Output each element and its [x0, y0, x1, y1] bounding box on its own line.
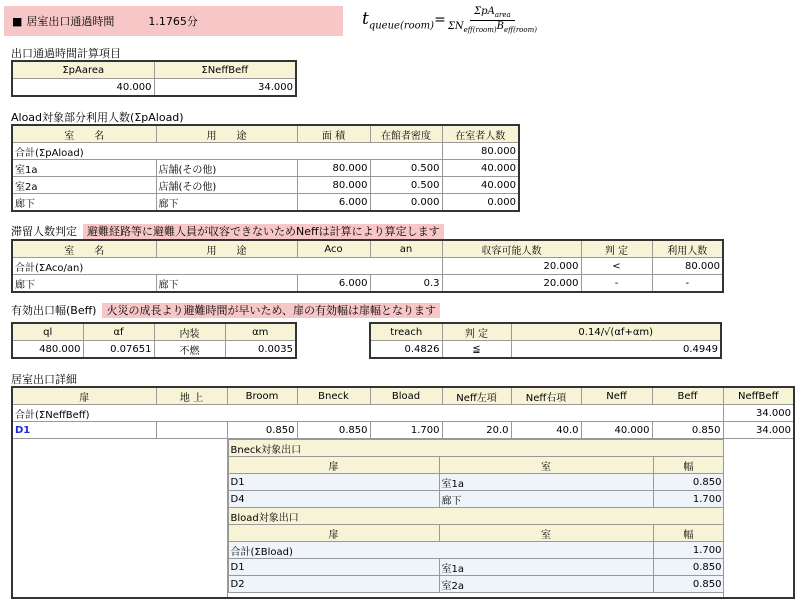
- total-value: 80.000: [442, 143, 519, 160]
- cell: 室1a: [12, 160, 156, 177]
- th: 判 定: [581, 240, 652, 258]
- th: 扉: [12, 387, 156, 405]
- th: ΣpAarea: [12, 61, 154, 79]
- total-label: 合計(ΣNeffBeff): [12, 405, 723, 422]
- cell: 0.0035: [225, 341, 296, 359]
- stay-table: [11, 239, 724, 293]
- beff-label: 有効出口幅(Beff): [11, 304, 97, 317]
- cell: 20.000: [442, 258, 581, 275]
- cell: 80.000: [652, 258, 723, 275]
- sub-tables: [227, 439, 723, 599]
- cell: 6.000: [297, 275, 370, 293]
- cell: D4: [228, 491, 439, 508]
- cell: 0.500: [370, 160, 442, 177]
- cell: 室1a: [439, 474, 653, 491]
- th: 室 名: [12, 240, 156, 258]
- detail-label: 居室出口詳細: [11, 373, 77, 386]
- formula-num-sub: area: [494, 11, 511, 19]
- table-row: [228, 474, 723, 491]
- th: Broom: [227, 387, 297, 405]
- cell: -: [581, 275, 652, 293]
- stay-label-row: [11, 223, 444, 239]
- th: 0.14/√(αf+αm): [511, 323, 721, 341]
- total-value: 34.000: [723, 405, 794, 422]
- cell: 廊下: [12, 275, 156, 293]
- th: αf: [83, 323, 154, 341]
- th: ΣNeffBeff: [154, 61, 296, 79]
- table-row: [12, 275, 723, 293]
- cell: 廊下: [156, 194, 297, 212]
- th: 地 上: [156, 387, 227, 405]
- aload-table: [11, 124, 520, 212]
- th: 利用人数: [652, 240, 723, 258]
- th: Neff右項: [511, 387, 581, 405]
- th: 判 定: [442, 323, 511, 341]
- beff-note: 火災の成長より避難時間が早いため、扉の有効幅は扉幅となります: [102, 303, 440, 318]
- calc-table: [11, 60, 297, 97]
- cell: 0.07651: [83, 341, 154, 359]
- total-label: 合計(ΣAco/an): [12, 258, 442, 275]
- cell: 34.000: [723, 422, 794, 439]
- cell: 0.500: [370, 177, 442, 194]
- table-row: [228, 559, 723, 576]
- cell: D2: [228, 576, 439, 593]
- th: 在室者人数: [442, 125, 519, 143]
- aload-label: Aload対象部分利用人数(ΣpAload): [11, 111, 184, 124]
- cell: 廊下: [12, 194, 156, 212]
- cell: 0.000: [370, 194, 442, 212]
- th: NeffBeff: [723, 387, 794, 405]
- th: 面 積: [297, 125, 370, 143]
- sum-parea: 40.000: [12, 79, 154, 97]
- cell: [156, 422, 227, 439]
- th: Neff左項: [442, 387, 511, 405]
- formula-den1-sub: eff(room): [463, 26, 497, 34]
- cell: D1: [228, 474, 439, 491]
- cell: 20.0: [442, 422, 511, 439]
- th: Bload: [370, 387, 442, 405]
- th: 室 名: [12, 125, 156, 143]
- th: 幅: [653, 457, 723, 474]
- th: 在館者密度: [370, 125, 442, 143]
- cell: <: [581, 258, 652, 275]
- cell: 室1a: [439, 559, 653, 576]
- th: 用 途: [156, 240, 297, 258]
- cell: 0.000: [442, 194, 519, 212]
- beff-label-row: [11, 302, 440, 318]
- blank: [12, 439, 227, 599]
- cell: 40.000: [442, 177, 519, 194]
- formula-num: ΣpA: [474, 6, 495, 17]
- formula-den1: ΣN: [447, 21, 464, 32]
- total-label: 合計(ΣBload): [228, 542, 653, 559]
- th: 扉: [228, 525, 439, 542]
- stay-note: 避難経路等に避難人員が収容できないためNeffは計算により算定します: [83, 224, 444, 239]
- th: 内装: [154, 323, 225, 341]
- table-row: [12, 160, 519, 177]
- th: ql: [12, 323, 83, 341]
- cell: 0.850: [653, 559, 723, 576]
- cell: D1: [228, 559, 439, 576]
- th: Aco: [297, 240, 370, 258]
- cell: ≦: [442, 341, 511, 359]
- th: αm: [225, 323, 296, 341]
- th: 幅: [653, 525, 723, 542]
- cell: 室2a: [439, 576, 653, 593]
- cell: 店舗(その他): [156, 177, 297, 194]
- cell: 0.850: [652, 422, 723, 439]
- cell: 0.850: [227, 422, 297, 439]
- beff-table-2: [369, 322, 722, 359]
- th: Beff: [652, 387, 723, 405]
- cell: 480.000: [12, 341, 83, 359]
- formula-lhs: t: [362, 8, 369, 29]
- table-row: [12, 405, 794, 422]
- cell: -: [652, 275, 723, 293]
- total-label: 合計(ΣpAload): [12, 143, 442, 160]
- table-row: [12, 194, 519, 212]
- detail-table: [11, 386, 795, 599]
- blank: [723, 439, 794, 599]
- cell: 40.000: [581, 422, 652, 439]
- table-row: [12, 258, 723, 275]
- th: an: [370, 240, 442, 258]
- cell: 6.000: [297, 194, 370, 212]
- cell: 80.000: [297, 160, 370, 177]
- cell: 0.4949: [511, 341, 721, 359]
- cell: 80.000: [297, 177, 370, 194]
- th: Neff: [581, 387, 652, 405]
- th: 用 途: [156, 125, 297, 143]
- cell: 40.0: [511, 422, 581, 439]
- formula-den2: B: [496, 21, 504, 32]
- th: 扉: [228, 457, 439, 474]
- cell: 20.000: [442, 275, 581, 293]
- table-row: [228, 491, 723, 508]
- cell: 0.3: [370, 275, 442, 293]
- bneck-label: Bneck対象出口: [228, 440, 723, 457]
- cell: 室2a: [12, 177, 156, 194]
- result-header: [4, 6, 343, 36]
- formula-eq: =: [434, 12, 446, 28]
- cell: 40.000: [442, 160, 519, 177]
- th: Bneck: [297, 387, 370, 405]
- table-row: [228, 576, 723, 593]
- calc-label: 出口通過時間計算項目: [11, 47, 121, 60]
- table-row: [12, 143, 519, 160]
- table-row: [12, 422, 794, 439]
- cell: 廊下: [439, 491, 653, 508]
- th: 収容可能人数: [442, 240, 581, 258]
- cell: 0.850: [653, 576, 723, 593]
- bload-label: Bload対象出口: [228, 508, 723, 525]
- formula: [362, 6, 537, 34]
- cell: 廊下: [156, 275, 297, 293]
- sum-neffbeff: 34.000: [154, 79, 296, 97]
- cell: 0.850: [297, 422, 370, 439]
- table-row: [12, 177, 519, 194]
- cell: 不燃: [154, 341, 225, 359]
- header-value: 1.1765分: [148, 15, 198, 28]
- stay-label: 滞留人数判定: [11, 225, 77, 238]
- cell: 1.700: [653, 491, 723, 508]
- cell: 1.700: [370, 422, 442, 439]
- cell: 0.850: [653, 474, 723, 491]
- header-title: 居室出口通過時間: [26, 15, 115, 28]
- th: 室: [439, 525, 653, 542]
- cell: 0.4826: [370, 341, 442, 359]
- table-row: [228, 542, 723, 559]
- beff-table-1: [11, 322, 297, 359]
- bneck-table: [228, 439, 724, 593]
- door-link-d1[interactable]: D1: [12, 422, 156, 439]
- th: 室: [439, 457, 653, 474]
- formula-den2-sub: eff(room): [503, 26, 537, 34]
- formula-lhs-sub: queue(room): [368, 20, 435, 32]
- header-icon: ■: [12, 14, 23, 28]
- total-value: 1.700: [653, 542, 723, 559]
- cell: 店舗(その他): [156, 160, 297, 177]
- th: treach: [370, 323, 442, 341]
